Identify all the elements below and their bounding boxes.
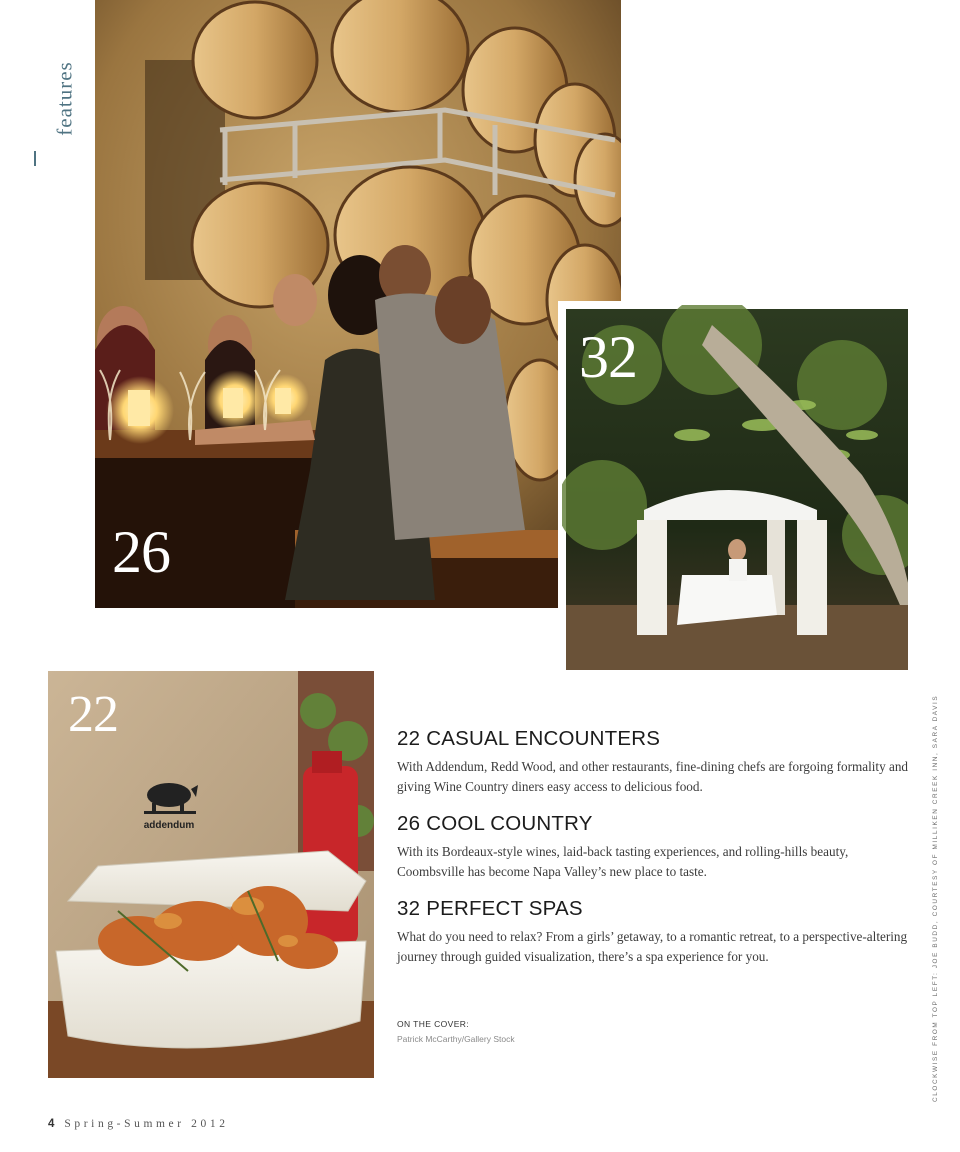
photo-number-32: 32	[579, 324, 637, 390]
feature-number: 32	[397, 897, 421, 920]
outdoor-spa-cabana-photo[interactable]	[558, 301, 912, 674]
feature-title	[397, 896, 912, 922]
feature-title-text: PERFECT SPAS	[426, 897, 583, 920]
section-divider	[34, 151, 36, 166]
feature-title-text: CASUAL ENCOUNTERS	[426, 727, 661, 750]
cover-credit-heading: ON THE COVER:	[397, 1019, 470, 1029]
feature-description: With its Bordeaux-style wines, laid-back tasting experiences, and rolling-hills beauty, Coombsville has become Napa Valley’s new place to taste.	[397, 844, 849, 879]
section-tag	[18, 44, 77, 174]
feature-description: What do you need to relax? From a girls’ getaway, to a romantic retreat, to a perspective-altering journey through guided visualization, there’s a spa experience for you.	[397, 929, 908, 964]
takeout-fried-chicken-photo[interactable]	[48, 671, 374, 1078]
page-number: 4	[48, 1118, 55, 1130]
cover-credit-name: Patrick McCarthy/Gallery Stock	[397, 1034, 515, 1044]
feature-number: 26	[397, 812, 421, 835]
page-folio	[48, 1118, 229, 1130]
feature-title	[397, 811, 912, 837]
photo-credit	[929, 694, 941, 1105]
photo-number-26: 26	[112, 519, 170, 585]
feature-casual-encounters[interactable]	[397, 726, 912, 796]
photo-number-22: 22	[68, 686, 118, 743]
feature-title-text: COOL COUNTRY	[426, 812, 593, 835]
wine-cellar-dinner-photo[interactable]	[95, 0, 621, 608]
features-list	[397, 726, 912, 981]
addendum-logo-text: addendum	[143, 820, 195, 831]
feature-description: With Addendum, Redd Wood, and other restaurants, fine-dining chefs are forgoing formality and giving Wine Country diners easy access to delicious food.	[397, 759, 909, 794]
photo-credit-text: CLOCKWISE FROM TOP LEFT: JOE BUDD, COURTESY OF MILLIKEN CREEK INN, SARA DAVIS	[932, 694, 939, 1102]
section-label: features	[52, 61, 77, 136]
feature-perfect-spas[interactable]	[397, 896, 912, 966]
wine-cellar-illustration	[95, 0, 621, 608]
cover-credit	[397, 1019, 515, 1044]
issue-name: Spring-Summer 2012	[64, 1118, 229, 1130]
feature-number: 22	[397, 727, 421, 750]
feature-title	[397, 726, 912, 752]
feature-cool-country[interactable]	[397, 811, 912, 881]
